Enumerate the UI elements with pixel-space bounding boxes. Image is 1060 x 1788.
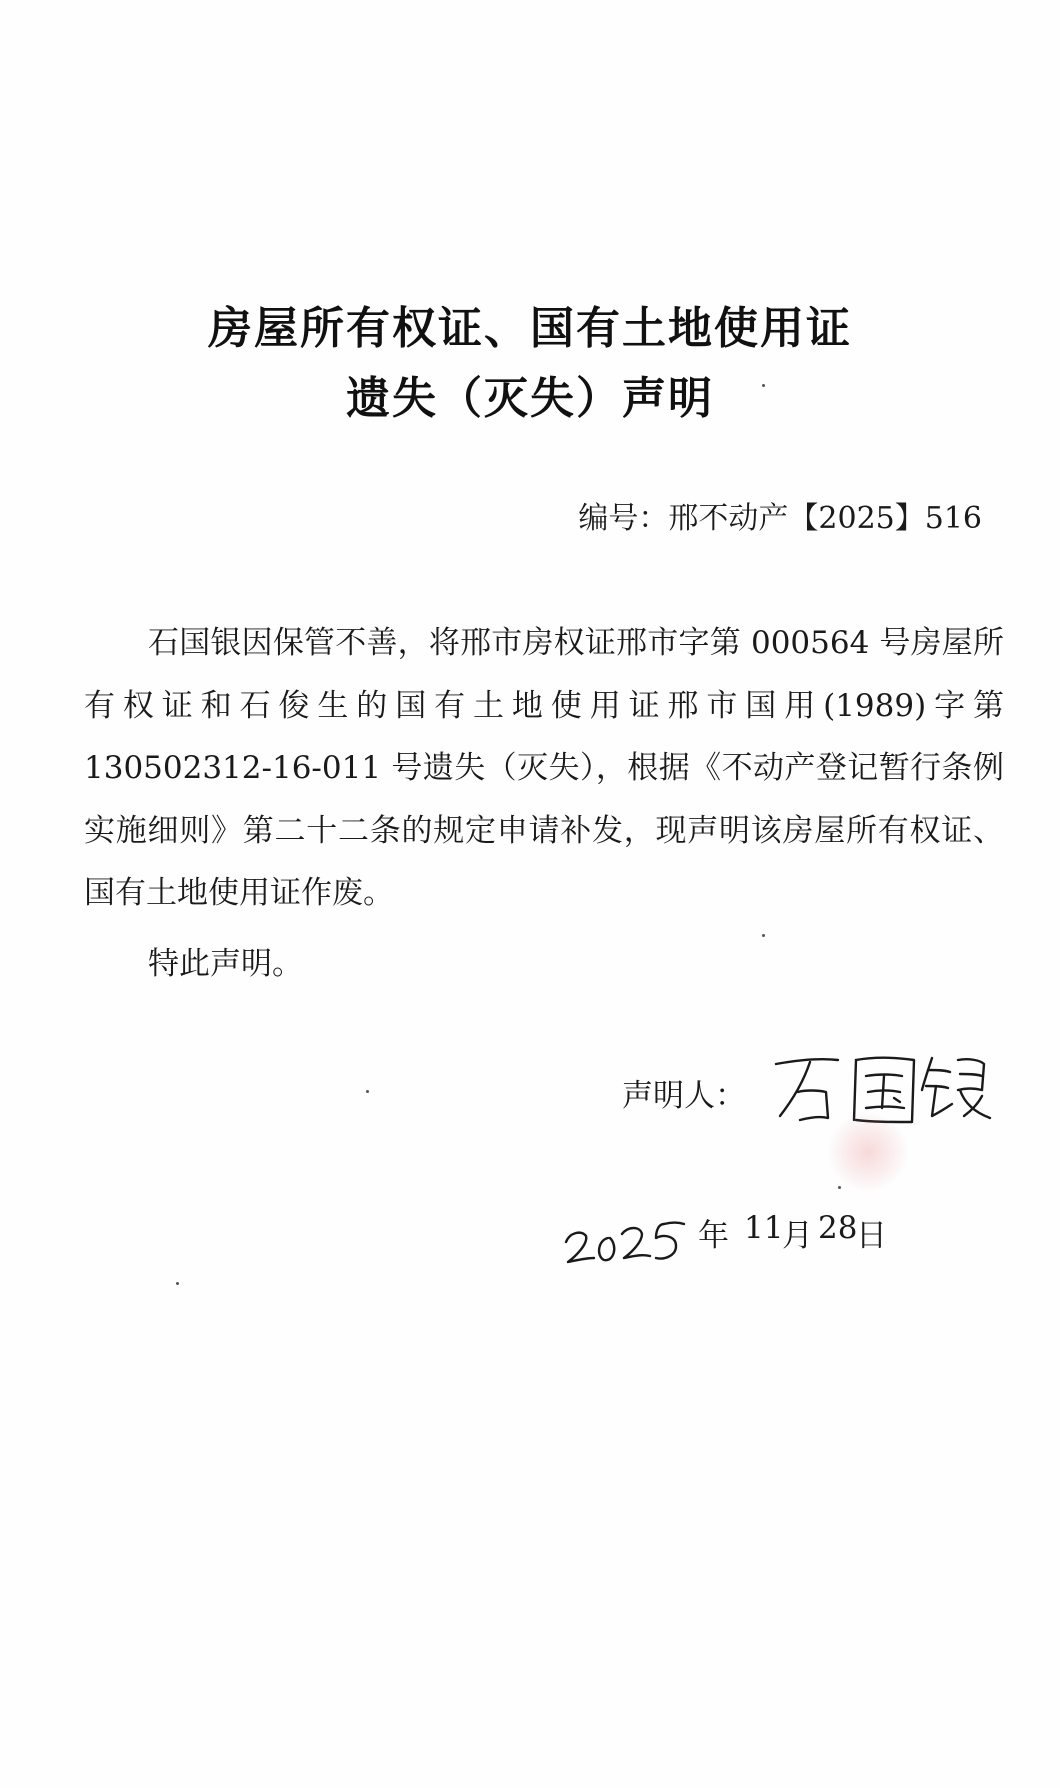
date-day-unit: 日 (856, 1218, 887, 1254)
date-year-unit: 年 (698, 1218, 729, 1254)
declaration-body: 石国银因保管不善，将邢市房权证邢市字第 000564 号房屋所有权证和石俊生的国有土地使用证邢市国用(1989)字第130502312-16-011 号遗失（灭失），根据《不动产登记暂行条例实施细则》第二十二条的规定申请补发，现声明该房屋所有权证、国有土地使用证作废。 (84, 625, 1004, 911)
closing-statement: 特此声明。 (148, 946, 303, 982)
scan-speck (838, 1186, 841, 1189)
scan-speck (366, 1090, 369, 1093)
document-number: 编号：邢不动产【2025】516 (578, 501, 982, 536)
red-seal-stamp (828, 1112, 908, 1192)
date-month-unit: 月 (782, 1218, 813, 1254)
scan-speck (762, 934, 765, 937)
signing-date (560, 1198, 920, 1278)
handwritten-year (560, 1198, 690, 1278)
scan-speck (176, 1282, 179, 1285)
scan-speck (762, 384, 765, 387)
date-day: 28 (818, 1210, 858, 1246)
document-title-line1: 房屋所有权证、国有土地使用证 (208, 303, 852, 354)
document-title-line2: 遗失（灭失）声明 (346, 373, 714, 424)
declarant-label: 声明人： (622, 1078, 746, 1114)
date-month: 11 (744, 1210, 784, 1246)
